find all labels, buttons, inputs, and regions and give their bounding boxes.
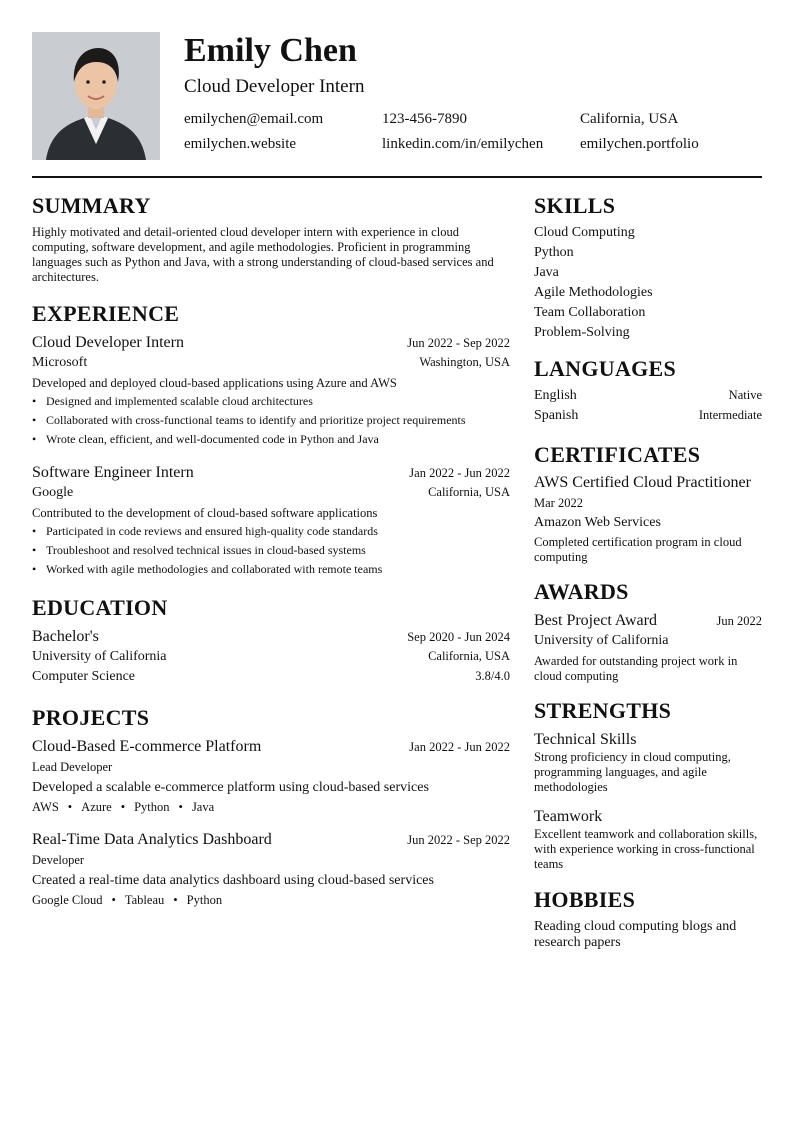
project-role: Developer [32,853,85,867]
experience-bullet: • Wrote clean, efficient, and well-documented code in Python and Java [32,430,510,449]
tag-separator: • [178,800,183,814]
experience-dates: Jan 2022 - Jun 2022 [409,466,510,480]
experience-company: Microsoft [32,355,88,370]
skill-item: Java [534,265,559,280]
language-level: Native [728,388,762,402]
language-name: Spanish [534,408,579,423]
candidate-name: Emily Chen [184,32,357,69]
skill-item: Cloud Computing [534,225,635,240]
strength-name: Teamwork [534,808,603,825]
experience-section [32,301,510,579]
project-description: Developed a scalable e-commerce platform using cloud-based services [32,780,429,795]
project-tag: Python [134,800,170,814]
section-title-summary: SUMMARY [32,193,151,218]
language-level: Intermediate [698,408,762,422]
strength-description: Strong proficiency in cloud computing, programming languages, and agile methodologies [534,750,731,794]
section-title-projects: PROJECTS [32,705,150,730]
section-title-languages: LANGUAGES [534,356,677,381]
language-name: English [534,388,577,403]
award-issuer: University of California [534,633,669,648]
strength-name: Technical Skills [534,731,637,748]
experience-bullet: • Designed and implemented scalable cloud architectures [32,392,510,411]
award-name: Best Project Award [534,612,657,629]
experience-role: Cloud Developer Intern [32,334,184,351]
strength-description: Excellent teamwork and collaboration skills, with experience working in cross-functional teams [534,827,758,871]
summary-section [32,193,510,285]
education-gpa: 3.8/4.0 [475,669,510,683]
tag-separator: • [120,800,126,814]
skills-section [534,193,762,343]
profile-photo-illustration [32,32,160,160]
skill-item: Problem-Solving [534,325,630,340]
certificate-date: Mar 2022 [534,496,583,510]
education-field: Computer Science [32,669,136,684]
tag-separator: • [173,893,178,907]
award-date: Jun 2022 [716,614,762,628]
education-section [32,595,510,687]
certificate-issuer: Amazon Web Services [534,515,661,530]
project-tag: Google Cloud [32,893,103,907]
project-description: Created a real-time data analytics dashboard using cloud-based services [32,873,434,888]
languages-section [534,356,762,426]
experience-dates: Jun 2022 - Sep 2022 [407,336,510,350]
experience-bullets [32,522,510,579]
resume-header [32,32,762,160]
experience-bullet: • Participated in code reviews and ensured high-quality code standards [32,522,510,541]
section-title-hobbies: HOBBIES [534,887,636,912]
certificates-section [534,442,762,565]
right-column [534,193,762,951]
experience-company: Google [32,485,74,500]
hobbies-text: Reading cloud computing blogs and research papers [534,919,737,950]
project-name: Real-Time Data Analytics Dashboard [32,831,272,848]
project-role: Lead Developer [32,760,113,774]
education-degree: Bachelor's [32,628,99,645]
hobbies-section [534,887,762,951]
project-tags [32,798,510,816]
skill-item: Agile Methodologies [534,285,653,300]
project-item [32,829,510,909]
left-column [32,193,510,909]
profile-photo [32,32,160,160]
tag-separator: • [67,800,73,814]
award-description: Awarded for outstanding project work in cloud computing [534,654,738,683]
experience-role: Software Engineer Intern [32,464,194,481]
education-school: University of California [32,649,167,664]
summary-text: Highly motivated and detail-oriented cloud developer intern with experience in cloud computing, software development, and agile methodologies. Proficient in programming languages such as Python and Java, with a strong understanding of cloud-based services and architectures. [32,225,494,284]
project-tags [32,891,510,909]
education-location: California, USA [428,649,510,663]
strengths-section [534,698,762,872]
contact-phone: 123-456-7890 [382,111,467,127]
project-name: Cloud-Based E-commerce Platform [32,738,262,755]
section-title-experience: EXPERIENCE [32,301,180,326]
project-tag: Python [186,893,223,907]
project-dates: Jun 2022 - Sep 2022 [407,833,510,847]
header-divider [32,176,762,178]
certificate-description: Completed certification program in cloud computing [534,535,742,564]
experience-bullet: • Worked with agile methodologies and collaborated with remote teams [32,560,510,579]
experience-description: Contributed to the development of cloud-based software applications [32,506,378,520]
contact-website: emilychen.website [184,136,297,152]
projects-section [32,705,510,909]
section-title-strengths: STRENGTHS [534,698,672,723]
project-tag: Tableau [124,893,165,907]
project-tag: AWS [32,800,59,814]
project-dates: Jan 2022 - Jun 2022 [409,740,510,754]
experience-item [32,332,510,449]
education-dates: Sep 2020 - Jun 2024 [407,630,510,644]
certificate-name: AWS Certified Cloud Practitioner [534,474,751,491]
project-item [32,736,510,816]
experience-bullets [32,392,510,449]
candidate-title: Cloud Developer Intern [184,76,365,97]
section-title-certificates: CERTIFICATES [534,442,701,467]
awards-section [534,579,762,684]
tag-separator: • [111,893,116,907]
contact-linkedin: linkedin.com/in/emilychen [382,136,544,152]
experience-location: Washington, USA [419,355,510,369]
experience-description: Developed and deployed cloud-based applications using Azure and AWS [32,376,397,390]
section-title-awards: AWARDS [534,579,629,604]
contact-email: emilychen@email.com [184,111,324,127]
section-title-education: EDUCATION [32,595,168,620]
project-tag: Azure [81,800,112,814]
skill-item: Python [534,245,574,260]
contact-location: California, USA [580,111,679,127]
section-title-skills: SKILLS [534,193,616,218]
experience-bullet: • Troubleshoot and resolved technical issues in cloud-based systems [32,541,510,560]
skill-item: Team Collaboration [534,305,646,320]
experience-item [32,462,510,579]
experience-location: California, USA [428,485,510,499]
contact-portfolio: emilychen.portfolio [580,136,699,152]
experience-bullet: • Collaborated with cross-functional teams to identify and prioritize project requirements [32,411,510,430]
project-tag: Java [191,800,215,814]
